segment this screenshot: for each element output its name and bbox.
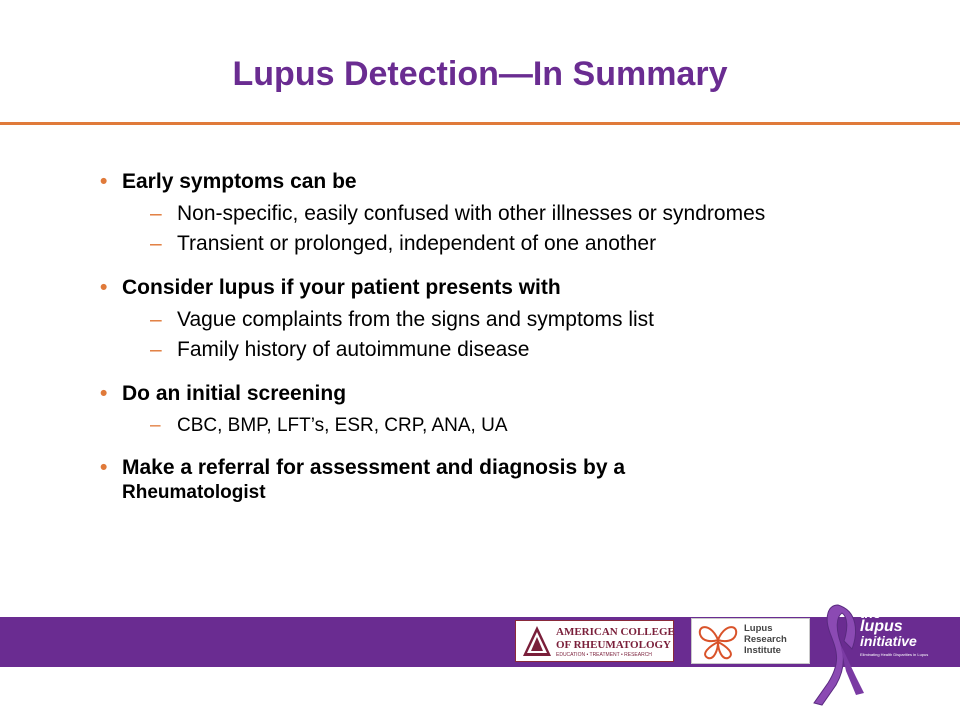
bullet-list xyxy=(100,168,840,504)
acr-triangle-icon xyxy=(522,625,552,657)
slide-title: Lupus Detection—In Summary xyxy=(232,55,728,93)
bullet-text: Consider lupus if your patient presents with xyxy=(122,276,561,299)
bullet-item xyxy=(100,380,840,438)
initiative-logo-tagline: Eliminating Health Disparities in Lupus xyxy=(860,652,929,657)
sub-text: CBC, BMP, LFT’s, ESR, CRP, ANA, UA xyxy=(177,415,508,436)
sub-item xyxy=(122,202,840,226)
lri-logo-text xyxy=(744,623,787,656)
bullet-dot: • xyxy=(100,276,108,299)
sub-text: Non-specific, easily confused with other illnesses or syndromes xyxy=(177,202,766,225)
sub-item xyxy=(122,232,840,256)
lri-logo xyxy=(691,618,810,664)
sub-dash: – xyxy=(150,338,162,361)
initiative-logo xyxy=(860,606,928,662)
bullet-item xyxy=(100,274,840,362)
sub-item xyxy=(122,414,840,438)
bullet-text-continuation: Rheumatologist xyxy=(122,482,266,503)
bullet-text: Make a referral for assessment and diagnosis by a xyxy=(122,456,626,479)
bullet-text: Do an initial screening xyxy=(122,382,347,405)
bullet-dot: • xyxy=(100,382,108,405)
sub-dash: – xyxy=(150,308,162,331)
sub-text: Vague complaints from the signs and symptoms list xyxy=(177,308,654,331)
acr-logo-line3: EDUCATION • TREATMENT • RESEARCH xyxy=(556,652,652,658)
sub-dash: – xyxy=(150,415,161,436)
lri-logo-line1: Lupus xyxy=(744,623,773,634)
sub-item xyxy=(122,338,840,362)
bullet-item xyxy=(100,168,840,256)
acr-logo-line2: OF RHEUMATOLOGY xyxy=(556,639,671,651)
lri-logo-line3: Institute xyxy=(744,645,781,656)
sub-text: Family history of autoimmune disease xyxy=(177,338,530,361)
sub-dash: – xyxy=(150,232,162,255)
bullet-item xyxy=(100,454,840,504)
lri-butterfly-icon xyxy=(694,620,744,662)
bullet-text: Early symptoms can be xyxy=(122,170,357,193)
acr-logo xyxy=(515,620,674,662)
sub-item xyxy=(122,308,840,332)
title-divider xyxy=(0,122,960,125)
bullet-dot: • xyxy=(100,170,108,193)
sub-dash: – xyxy=(150,202,162,225)
initiative-logo-line1: the xyxy=(860,605,881,621)
bullet-dot: • xyxy=(100,456,108,479)
sub-text: Transient or prolonged, independent of one another xyxy=(177,232,657,255)
lri-logo-line2: Research xyxy=(744,634,787,645)
initiative-logo-line2: lupus xyxy=(860,618,903,635)
acr-logo-line1: AMERICAN COLLEGE xyxy=(556,626,675,638)
initiative-logo-line3: initiative xyxy=(860,633,917,649)
